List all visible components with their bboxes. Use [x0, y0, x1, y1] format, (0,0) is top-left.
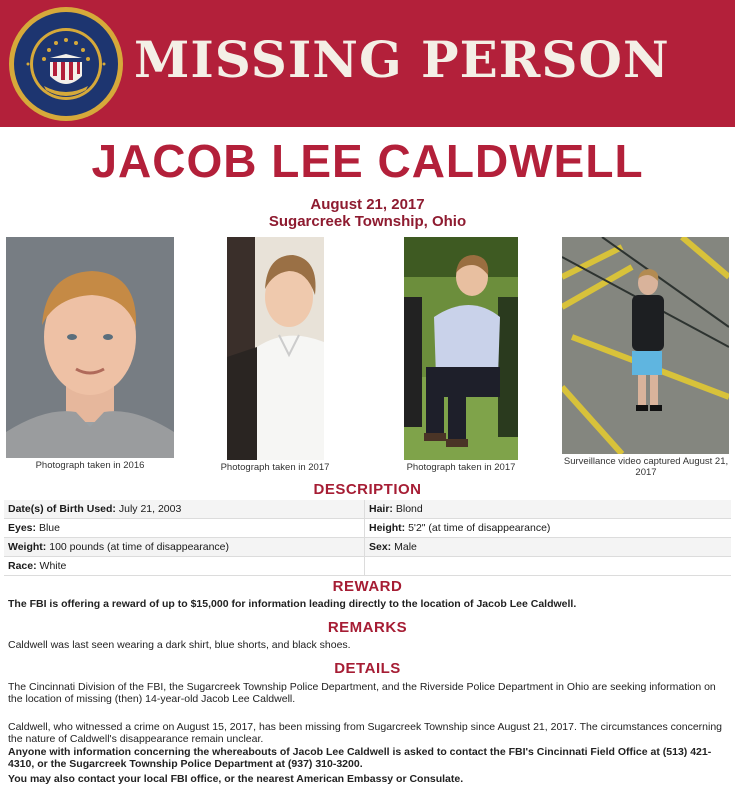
field-label: Sex:	[369, 541, 392, 553]
table-row	[4, 538, 731, 557]
field-label: Eyes:	[8, 522, 37, 534]
field-value: 5'2" (at time of disappearance)	[408, 522, 551, 534]
table-row	[4, 500, 731, 519]
field-value: Blue	[38, 522, 60, 534]
fbi-seal-icon	[8, 6, 124, 122]
field-value: July 21, 2003	[118, 503, 182, 515]
photo-caption: Photograph taken in 2017	[406, 462, 516, 473]
details-heading: DETAILS	[334, 660, 401, 677]
contact-paragraph: Anyone with information concerning the whereabouts of Jacob Lee Caldwell is asked to contact the FBI's Cincinnati Field Office at (513) 421-4310, or the Sugarcreek Township Police Department at (937) 310-3200.	[8, 746, 712, 770]
field-value: 100 pounds (at time of disappearance)	[49, 541, 230, 553]
reward-text: The FBI is offering a reward of up to $15,000 for information leading directly to the location of Jacob Lee Caldwell.	[8, 598, 577, 610]
reward-heading: REWARD	[332, 578, 403, 595]
description-table	[4, 500, 731, 576]
banner-title: MISSING PERSON	[134, 30, 670, 89]
photo-caption: Surveillance video captured August 21, 2017	[563, 456, 729, 478]
remarks-heading: REMARKS	[327, 619, 408, 636]
remarks-text: Caldwell was last seen wearing a dark shirt, blue shorts, and black shoes.	[8, 639, 351, 651]
field-label: Date(s) of Birth Used:	[8, 503, 116, 515]
disappearance-place: Sugarcreek Township, Ohio	[268, 213, 467, 230]
contact-paragraph: You may also contact your local FBI office, or the nearest American Embassy or Consulate.	[8, 773, 464, 785]
photo-2017-portrait	[227, 237, 324, 460]
details-paragraph: The Cincinnati Division of the FBI, the Sugarcreek Township Police Department, and the Riverside Police Department in Ohio are seeking information on the location of missing (then) 14-year-old Jacob Lee Caldwell.	[8, 681, 716, 705]
field-label: Race:	[8, 560, 37, 572]
field-label: Weight:	[8, 541, 47, 553]
photo-caption: Photograph taken in 2016	[35, 460, 145, 471]
photo-2016	[6, 237, 174, 458]
description-heading: DESCRIPTION	[313, 481, 422, 498]
photo-surveillance	[562, 237, 729, 454]
person-name: JACOB LEE CALDWELL	[91, 135, 644, 187]
table-row	[4, 519, 731, 538]
table-row	[4, 557, 731, 576]
field-value: Male	[394, 541, 417, 553]
photo-caption: Photograph taken in 2017	[220, 462, 330, 473]
field-value: Blond	[395, 503, 423, 515]
details-paragraph: Caldwell, who witnessed a crime on August 15, 2017, has been missing from Sugarcreek Township since August 21, 2017. The circumstances concerning the nature of Caldwell's disappearance remain unclear.	[8, 721, 723, 745]
header-banner	[0, 0, 735, 127]
disappearance-date: August 21, 2017	[310, 196, 425, 213]
field-value: White	[39, 560, 67, 572]
photo-2017-sitting	[404, 237, 518, 460]
field-label: Height:	[369, 522, 406, 534]
field-label: Hair:	[369, 503, 393, 515]
